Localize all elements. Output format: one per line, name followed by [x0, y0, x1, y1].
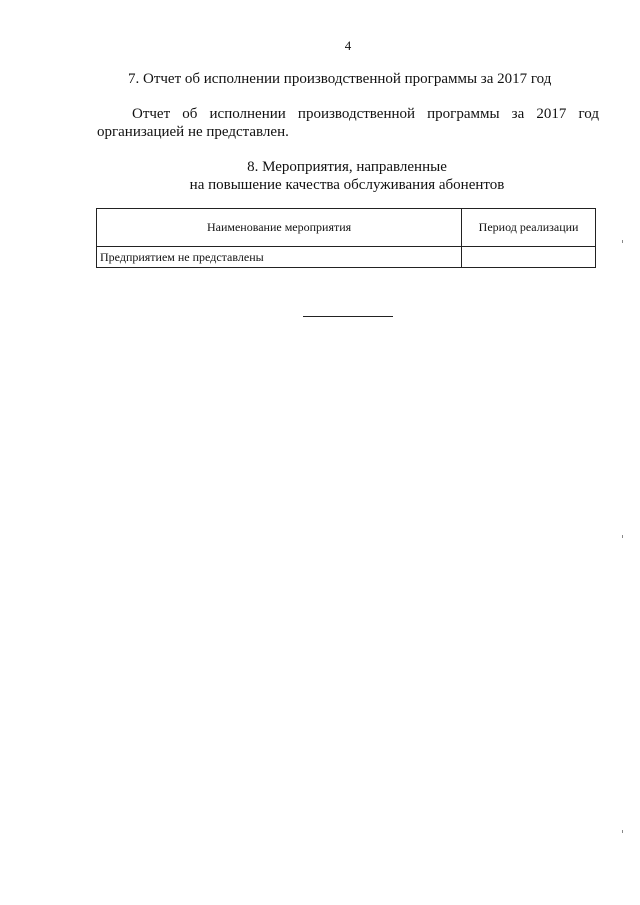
table-cell-event-name: Предприятием не представлены [97, 247, 462, 268]
table-row [97, 247, 596, 268]
page-number: 4 [344, 38, 352, 53]
section-7-heading: 7. Отчет об исполнении производственной программы за 2017 год [128, 71, 552, 87]
table-header-row [97, 209, 596, 247]
column-header-event-name: Наименование мероприятия [97, 209, 462, 247]
section-8-heading [97, 158, 597, 194]
margin-mark [622, 830, 623, 833]
section-7-text [97, 105, 599, 141]
table-cell-period [462, 247, 596, 268]
margin-mark [622, 535, 623, 538]
section-8-heading-line-2: на повышение качества обслуживания абонентов [189, 177, 505, 193]
events-table [96, 208, 596, 268]
column-header-period: Период реализации [462, 209, 596, 247]
section-8-heading-line-1: 8. Мероприятия, направленные [247, 159, 447, 175]
end-divider [303, 316, 393, 317]
margin-mark [622, 240, 623, 243]
section-7-text-line-1: Отчет об исполнении производственной программы за 2017 год [132, 106, 599, 122]
section-7-text-line-2: организацией не представлен. [97, 124, 289, 140]
